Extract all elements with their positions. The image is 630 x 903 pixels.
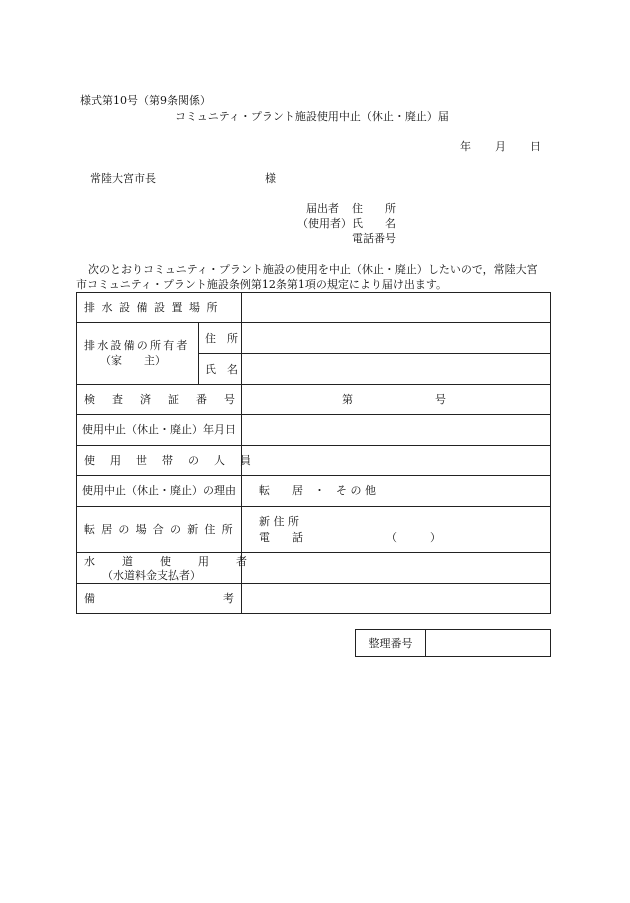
registration-number-field[interactable]	[426, 630, 550, 656]
applicant-name-label: 氏 名	[352, 217, 396, 230]
water-user-label: 水道使用者	[84, 555, 274, 568]
registration-number-box	[355, 629, 551, 657]
owner-label-sub: （家 主）	[100, 354, 166, 367]
addressee-name: 常陸大宮市長	[90, 172, 156, 185]
cert-dai: 第	[342, 393, 353, 406]
stop-date-label: 使用中止（休止・廃止）年月日	[82, 423, 236, 436]
owner-name-label: 氏 名	[205, 363, 238, 376]
date-year: 年	[460, 140, 471, 153]
date-day: 日	[530, 140, 541, 153]
water-user-field[interactable]	[242, 553, 550, 583]
new-phone-paren: （ ）	[386, 531, 441, 544]
reason-value: 転 居 ・ そ の 他	[259, 484, 376, 497]
drain-location-label: 排水設備設置場所	[84, 301, 224, 314]
water-user-sub: （水道料金支払者）	[102, 569, 201, 582]
applicant-address-label: 住 所	[352, 202, 396, 215]
new-phone-field-label: 電 話	[259, 531, 303, 544]
reason-label: 使用中止（休止・廃止）の理由	[82, 484, 236, 497]
body-text-line1: 次のとおりコミュニティ・プラント施設の使用を中止（休止・廃止）したいので，常陸大宮	[88, 263, 538, 276]
cert-go: 号	[435, 393, 446, 406]
new-address-label: 転居の場合の新住所	[84, 523, 239, 536]
new-address-field-label: 新 住 所	[259, 515, 299, 528]
addressee-honorific: 様	[265, 172, 276, 185]
inspection-cert-label: 検査済証番号	[84, 393, 252, 406]
applicant-user-label: （使用者）	[297, 217, 352, 230]
household-field[interactable]	[242, 446, 550, 475]
household-label: 使用世帯の人員	[84, 454, 266, 467]
owner-address-field[interactable]	[242, 323, 550, 353]
owner-label: 排水設備の所有者	[84, 339, 190, 352]
owner-name-field[interactable]	[242, 354, 550, 384]
applicant-phone-label: 電話番号	[352, 232, 396, 245]
form-title: コミュニティ・プラント施設使用中止（休止・廃止）届	[175, 110, 449, 123]
remarks-field[interactable]	[242, 584, 550, 613]
date-month: 月	[495, 140, 506, 153]
drain-location-field[interactable]	[242, 293, 550, 322]
applicant-label: 届出者	[306, 202, 339, 215]
remarks-label: 備考	[84, 592, 362, 605]
form-number: 様式第10号（第9条関係）	[80, 94, 211, 107]
body-text-line2: 市コミュニティ・プラント施設条例第12条第1項の規定により届け出ます。	[76, 278, 448, 291]
owner-address-label: 住 所	[205, 332, 238, 345]
application-table	[76, 292, 551, 614]
stop-date-field[interactable]	[242, 415, 550, 445]
registration-number-label: 整理番号	[356, 630, 426, 656]
